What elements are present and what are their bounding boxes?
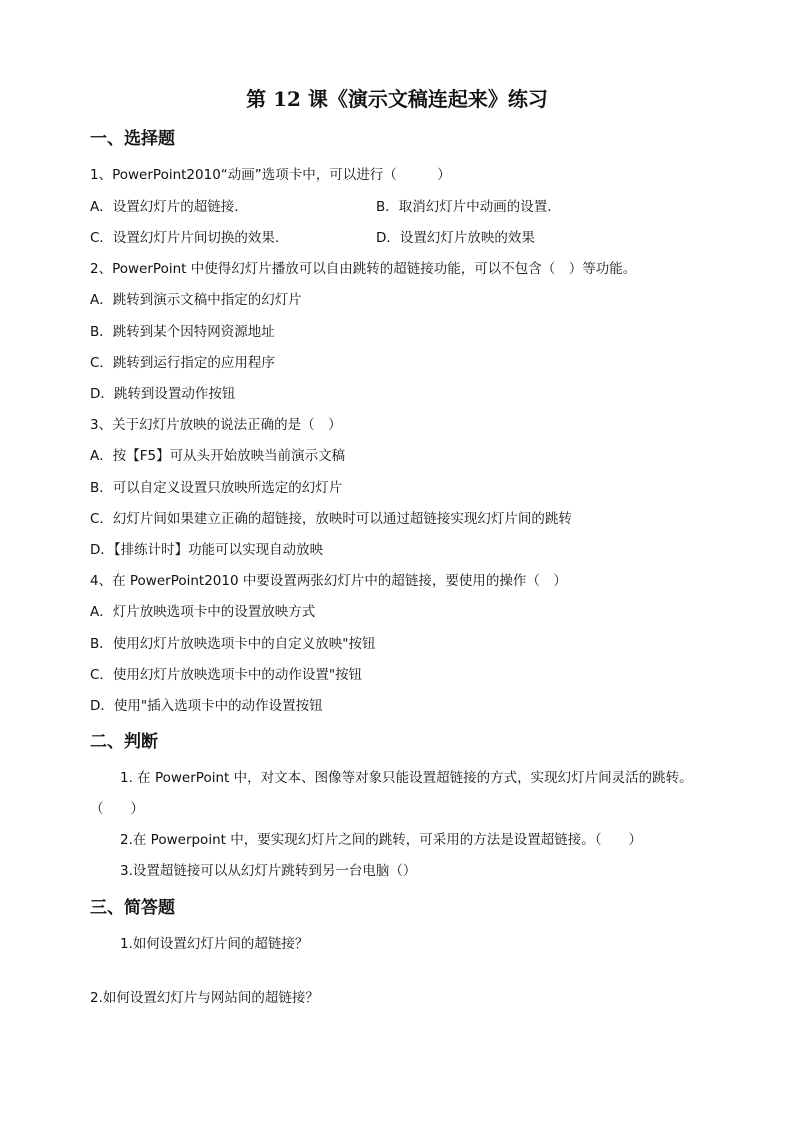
question-4-option-c: C．使用幻灯片放映选项卡中的动作设置"按钮	[90, 667, 363, 683]
question-3-option-d: D．【排练计时】功能可以实现自动放映	[90, 542, 324, 558]
question-3-option-c: C．幻灯片间如果建立正确的超链接，放映时可以通过超链接实现幻灯片间的跳转	[90, 511, 572, 527]
question-1-option-b: B．取消幻灯片中动画的设置.	[376, 199, 552, 215]
short-answer-2: 2.如何设置幻灯片与网站间的超链接？	[90, 990, 319, 1006]
question-2-option-a: A．跳转到演示文稿中指定的幻灯片	[90, 292, 302, 308]
question-4-stem: 4、在 PowerPoint2010 中要设置两张幻灯片中的超链接，要使用的操作（ ）	[90, 573, 567, 589]
question-3-stem: 3、关于幻灯片放映的说法正确的是（ ）	[90, 417, 342, 433]
question-2-option-b: B．跳转到某个因特网资源地址	[90, 324, 275, 340]
judgment-3: 3.设置超链接可以从幻灯片跳转到另一台电脑（）	[120, 863, 417, 879]
question-1-option-a: A．设置幻灯片的超链接.	[90, 199, 239, 215]
question-4-option-d: D．使用"插入选项卡中的动作设置按钮	[90, 698, 323, 714]
section-heading-choice: 一、选择题	[90, 129, 175, 149]
judgment-1-line-1: 1. 在 PowerPoint 中，对文本、图像等对象只能设置超链接的方式，实现幻灯片间灵活的跳转。	[120, 770, 693, 786]
section-heading-short-answer: 三、简答题	[90, 898, 175, 918]
question-1-option-d: D．设置幻灯片放映的效果	[376, 230, 535, 246]
question-2-option-c: C．跳转到运行指定的应用程序	[90, 355, 275, 371]
question-3-option-a: A．按【F5】可从头开始放映当前演示文稿	[90, 448, 346, 464]
question-3-option-b: B．可以自定义设置只放映所选定的幻灯片	[90, 480, 343, 496]
short-answer-1: 1.如何设置幻灯片间的超链接？	[120, 936, 309, 952]
question-1-option-c: C．设置幻灯片片间切换的效果.	[90, 230, 280, 246]
judgment-2: 2.在 Powerpoint 中，要实现幻灯片之间的跳转，可采用的方法是设置超链接。（ ）	[120, 832, 642, 848]
section-heading-judgment: 二、判断	[90, 732, 158, 752]
question-2-stem: 2、PowerPoint 中使得幻灯片播放可以自由跳转的超链接功能，可以不包含（ ）等功能。	[90, 261, 637, 277]
question-1-stem: 1、PowerPoint2010“动画”选项卡中，可以进行（ ）	[90, 167, 451, 183]
question-2-option-d: D．跳转到设置动作按钮	[90, 386, 236, 402]
judgment-1-line-2: （ ）	[90, 801, 144, 817]
question-4-option-b: B．使用幻灯片放映选项卡中的自定义放映"按钮	[90, 636, 376, 652]
page-title: 第 12 课《演示文稿连起来》练习	[246, 87, 548, 111]
question-4-option-a: A．灯片放映选项卡中的设置放映方式	[90, 604, 316, 620]
